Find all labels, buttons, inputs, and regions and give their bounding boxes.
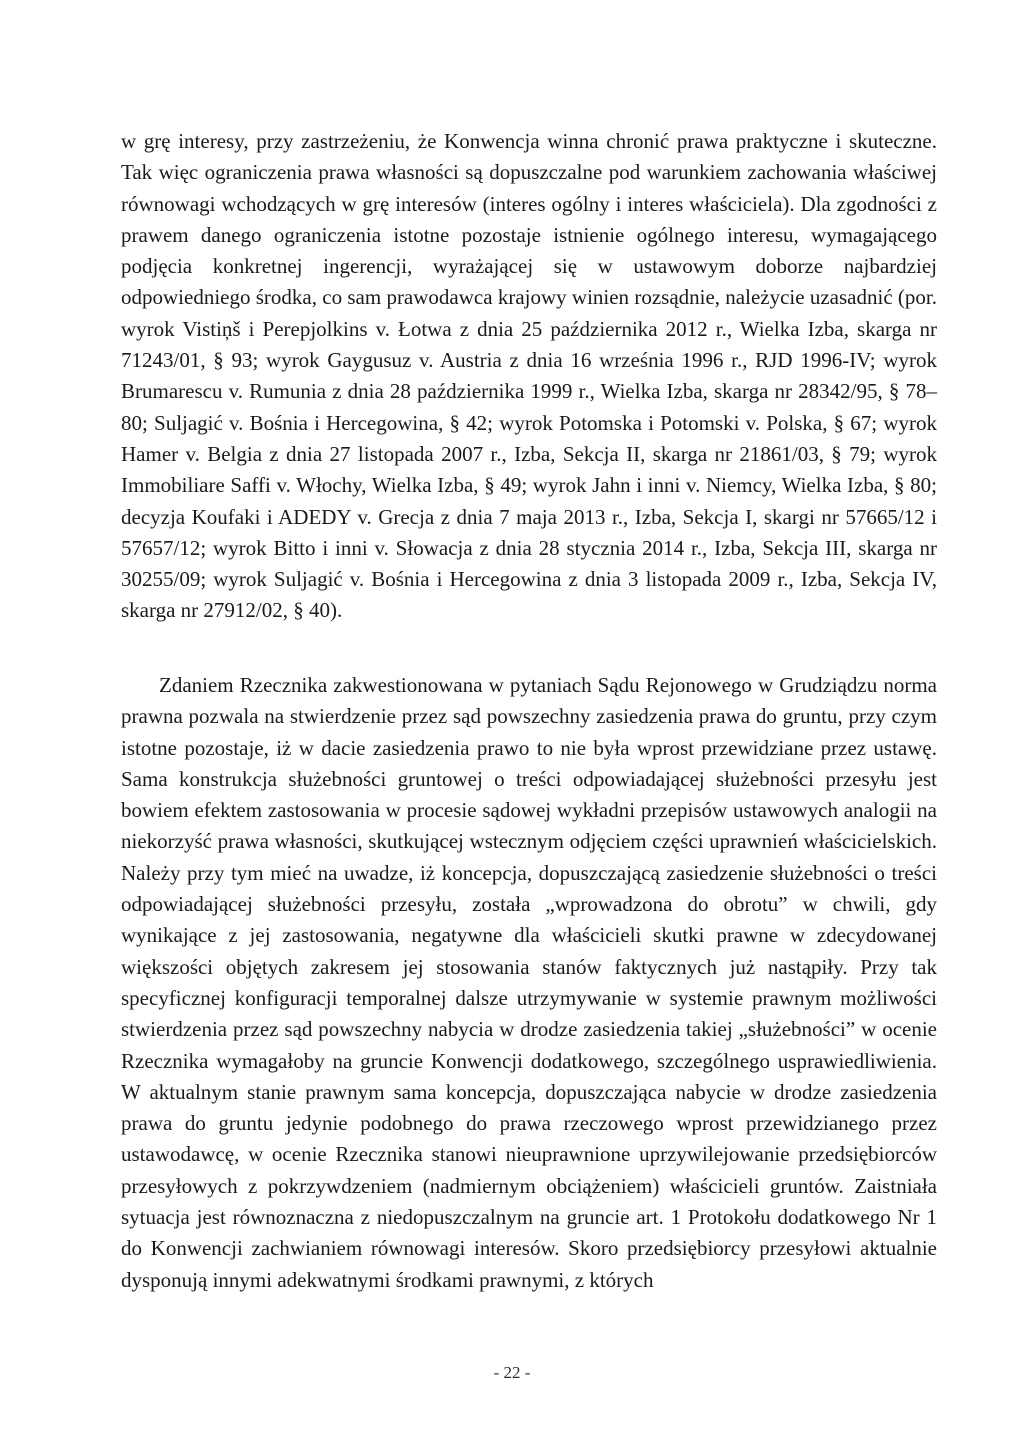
paragraph-ombudsman-opinion: Zdaniem Rzecznika zakwestionowana w pytaniach Sądu Rejonowego w Grudziądzu norma prawna pozwala na stwierdzenie przez sąd powszechny zasiedzenia prawa do gruntu, przy czym istotne pozostaje, iż w dacie zasiedzenia prawo to nie była wprost przewidziane przez ustawę. Sama konstrukcja służebności gruntowej o treści odpowiadającej służebności przesyłu jest bowiem efektem zastosowania w procesie sądowej wykładni przepisów ustawowych analogii na niekorzyść prawa własności, skutkującej wstecznym odjęciem części uprawnień właścicielskich. Należy przy tym mieć na uwadze, iż koncepcja, dopuszczającą zasiedzenie służebności o treści odpowiadającej służebności przesyłu, została „wprowadzona do obrotu” w chwili, gdy wynikające z jej zastosowania, negatywne dla właścicieli skutki prawne w zdecydowanej większości objętych zakresem jej stosowania stanów faktycznych już nastąpiły. Przy tak specyficznej konfiguracji temporalnej dalsze utrzymywanie w systemie prawnym możliwości stwierdzenia przez sąd powszechny nabycia w drodze zasiedzenia takiej „służebności” w ocenie Rzecznika wymagałoby na gruncie Konwencji dodatkowego, szczególnego usprawiedliwienia. W aktualnym stanie prawnym sama koncepcja, dopuszczająca nabycie w drodze zasiedzenia prawa do gruntu jedynie podobnego do prawa rzeczowego wprost przewidzianego przez ustawodawcę, w ocenie Rzecznika stanowi nieuprawnione uprzywilejowanie przedsiębiorców przesyłowych z pokrzywdzeniem (nadmiernym obciążeniem) właścicieli gruntów. Zaistniała sytuacja jest równoznaczna z niedopuszczalnym na gruncie art. 1 Protokołu dodatkowego Nr 1 do Konwencji zachwianiem równowagi interesów. Skoro przedsiębiorcy przesyłowi aktualnie dysponują innymi adekwatnymi środkami prawnymi, z których [121, 673, 937, 1292]
page-number: - 22 - [493, 1363, 531, 1382]
paragraph-continued: w grę interesy, przy zastrzeżeniu, że Konwencja winna chronić prawa praktyczne i skuteczne. Tak więc ograniczenia prawa własności są dopuszczalne pod warunkiem zachowania właściwej równowagi wchodzących w grę interesów (interes ogólny i interes właściciela). Dla zgodności z prawem danego ograniczenia istotne pozostaje istnienie ogólnego interesu, wymagającego podjęcia konkretnej ingerencji, wyrażającej się w ustawowym doborze najbardziej odpowiedniego środka, co sam prawodawca krajowy winien rozsądnie, należycie uzasadnić (por. wyrok Vistiņš i Perepjolkins v. Łotwa z dnia 25 października 2012 r., Wielka Izba, skarga nr 71243/01, § 93; wyrok Gaygusuz v. Austria z dnia 16 września 1996 r., RJD 1996-IV; wyrok Brumarescu v. Rumunia z dnia 28 października 1999 r., Wielka Izba, skarga nr 28342/95, § 78–80; Suljagić v. Bośnia i Hercegowina, § 42; wyrok Potomska i Potomski v. Polska, § 67; wyrok Hamer v. Belgia z dnia 27 listopada 2007 r., Izba, Sekcja II, skarga nr 21861/03, § 79; wyrok Immobiliare Saffi v. Włochy, Wielka Izba, § 49; wyrok Jahn i inni v. Niemcy, Wielka Izba, § 80; decyzja Koufaki i ADEDY v. Grecja z dnia 7 maja 2013 r., Izba, Sekcja I, skargi nr 57665/12 i 57657/12; wyrok Bitto i inni v. Słowacja z dnia 28 stycznia 2014 r., Izba, Sekcja III, skarga nr 30255/09; wyrok Suljagić v. Bośnia i Hercegowina z dnia 3 listopada 2009 r., Izba, Sekcja IV, skarga nr 27912/02, § 40). [121, 129, 937, 623]
